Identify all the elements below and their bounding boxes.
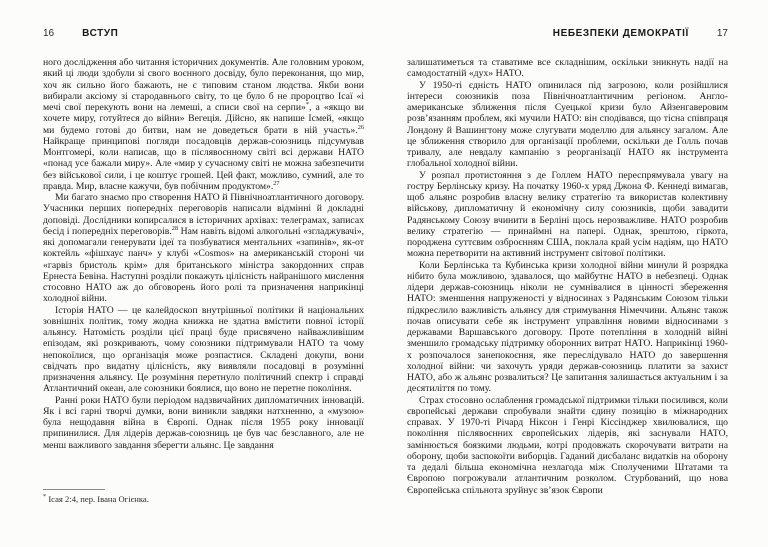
paragraph: Страх стосовно ослаблення громадської підтримки тільки посилився, коли європейські держави спробували знайти єдину позицію в міжнародних справах. У 1970-ті Річард Ніксон і Генрі Кіссінджер хвилювалися, що покоління післявоєнних європейських лідерів, які заснували НАТО, замінюється боязкими людьми, котрі продовжать скорочувати витрати на оборону, щоби заспокоїти виборців. Гаданий дисбаланс видатків на оборону та дедалі більша економічна незлагода між Сполученими Штатами та Європою погрожували атлантичним розколом. Стурбований, що нова Європейська спільнота зруйнує зв’язок Європи: [407, 394, 728, 496]
footnote-text: [43, 494, 364, 504]
footnote-reference: 28: [171, 224, 179, 232]
paragraph: Коли Берлінська та Кубинська кризи холодної війни минули й розрядка нібито була можливою, здавалося, що майбутнє НАТО в небезпеці. Однак лідери держав-союзниць ніколи не сумнівалися в цінності збереження НАТО: зменшення напруженості у відносинах з Радянським Союзом тільки підкреслило важливість альянсу для стримування Німеччини. Альянс також почав описувати себе як інструмент управління новими відносинами з державами Варшавського договору. Проте потепління в холодній війні зменшило громадську підтримку оборонних витрат НАТО. Наприкінці 1960-х розпочалося занепокоєння, яке переслідувало НАТО до завершення холодної війни: чи захочуть уряди держав-союзниць платити за захист НАТО, або ж альянс розвалиться? Це запитання залишається актуальним і за десятиліття по тому.: [407, 259, 728, 395]
footnote-body: Ісая 2:4, пер. Івана Огієнка.: [48, 494, 149, 504]
footnote-marker: *: [43, 493, 47, 501]
footnote: [43, 489, 364, 504]
footnote-rule: [43, 489, 105, 490]
footnote-reference: 27: [273, 179, 280, 187]
running-head-left: ВСТУП: [82, 28, 119, 39]
running-header-right: [407, 28, 728, 41]
page-number-left: 16: [43, 28, 55, 39]
footnote-reference: *: [305, 100, 310, 108]
page-right: [407, 28, 728, 533]
page-body-left: [43, 57, 364, 451]
paragraph: У розпал протистояння з де Голлем НАТО переспрямувала увагу на гостру Берлінську кризу. На початку 1960-х уряд Джона Ф. Кеннеді вимагав, щоб альянс розробив власну велику стратегію та використав колективну військову, дипломатичну й економічну силу союзників, щоби завадити Радянському Союзу вчинити в Берліні щось нерозважливе. НАТО розробив велику стратегію — принаймні на папері. Однак, зрештою, гіркота, породжена суттєвим озброєнням США, поклала край усім надіям, що НАТО можна перетворити на активний інструмент світової політики.: [407, 169, 728, 260]
paragraph: залишатиметься та ставатиме все складнішим, оскільки зникнуть надії на самодостатній «дух» НАТО.: [407, 57, 728, 80]
page-number-right: 17: [716, 28, 728, 39]
paragraph: Ми багато знаємо про створення НАТО й Північноатлантичного договору. Учасники перших попередніх переговорів написали відмінні й докладні доповіді. Дослідники копирсалися в історичних архівах: телеграмах, записах бесід і попередніх переговорів.$^{28}$ Нам навіть відомі алкогольні «згладжувачі», які допомагали генерувати ідеї та позбуватися ментальних «запинів», як-от коктейль «фішхаус панч» у клубі «Cosmos» на американській стороні чи «гарвіз бристоль крім» для британського міністра закордонних справ Ернеста Бевіна. Наступні розділи покажуть цілісність найранішого мислення стосовно НАТО аж до обговорень його ролі та призначення наприкінці холодної війни.: [43, 192, 365, 305]
paragraph: ного дослідження або читання історичних документів. Але головним уроком, який ці люди здобули зі свого воєнного досвіду, було переконання, що мир, хоч як сильно його бажають, не є типовим станом людства. Якби вони вибирали аксіому зі стародавнього світу, то це було б не пророцтво Ісаї «і мечі свої перекують вони на лемеші, а списи свої на серпи»*, а «якщо ви хочете миру, готуйтеся до війни» Вегеція. Дійсно, як напише Ісмей, «якщо ми будемо готові до битви, нам не доведеться брати в ній участь».$^{26}$ Найкраще принципові погляди посадовців держав-союзниць підсумував Монтгомері, коли написав, що в післявоєнному світі всі держави НАТО «понад усе бажали миру». Але «мир у сучасному світі не можна забезпечити без військової сили, і це коштує грошей. Цей факт, можливо, сумний, але то правда. Мир, власне кажучи, був побічним продуктом».$^{27}$: [43, 57, 364, 192]
footnote-reference: 26: [357, 123, 364, 131]
paragraph: Ранні роки НАТО були періодом надзвичайних дипломатичних інновацій. Як і всі гарні творчі думки, вони виникли завдяки натхненню, а «музою» була нещодавня війна в Європі. Однак після 1955 року інновації припинилися. Для лідерів держав-союзниць це був час безславного, але не менш важливого завдання зберегти альянс. Це завдання: [43, 394, 364, 451]
paragraph: У 1950-ті єдність НАТО опинилася під загрозою, коли розійшлися інтереси союзників поза Північноатлантичним регіоном. Англо-американське зближення після Суецької кризи було Айзенгаверовим розв’язанням проблем, які мучили НАТО: він сподівався, що тісна співпраця Лондону й Вашингтону може слугувати моделлю для альянсу загалом. Але це зближення створило для організації проблеми, оскільки де Голль почав тривалу, але невдалу кампанію з реорганізації НАТО як інструмента глобальної холодної війни.: [407, 79, 728, 170]
page-left: [43, 28, 364, 533]
running-head-right: НЕБЕЗПЕКИ ДЕМОКРАТІЇ: [552, 28, 689, 39]
running-header-left: [43, 28, 364, 41]
paragraph: Історія НАТО — це калейдоскоп внутрішньої політики й національних зовнішніх політик, тому жодна книжка не здатна вмістити повної історії альянсу. Натомість розділи цієї праці буде присвячено найважливішим епізодам, які розкривають, чому союзники підтримували НАТО та чому непокоїлися, що організація може розпастися. Складені докупи, вони свідчать про видатну цілісність, яку виявляли посадовці в розумінні призначення альянсу. Це розуміння перетнуло політичний спектр і справді Атлантичний океан, але союзники боялися, що воно не перетне покоління.: [43, 304, 364, 395]
page-body-right: [407, 57, 728, 496]
